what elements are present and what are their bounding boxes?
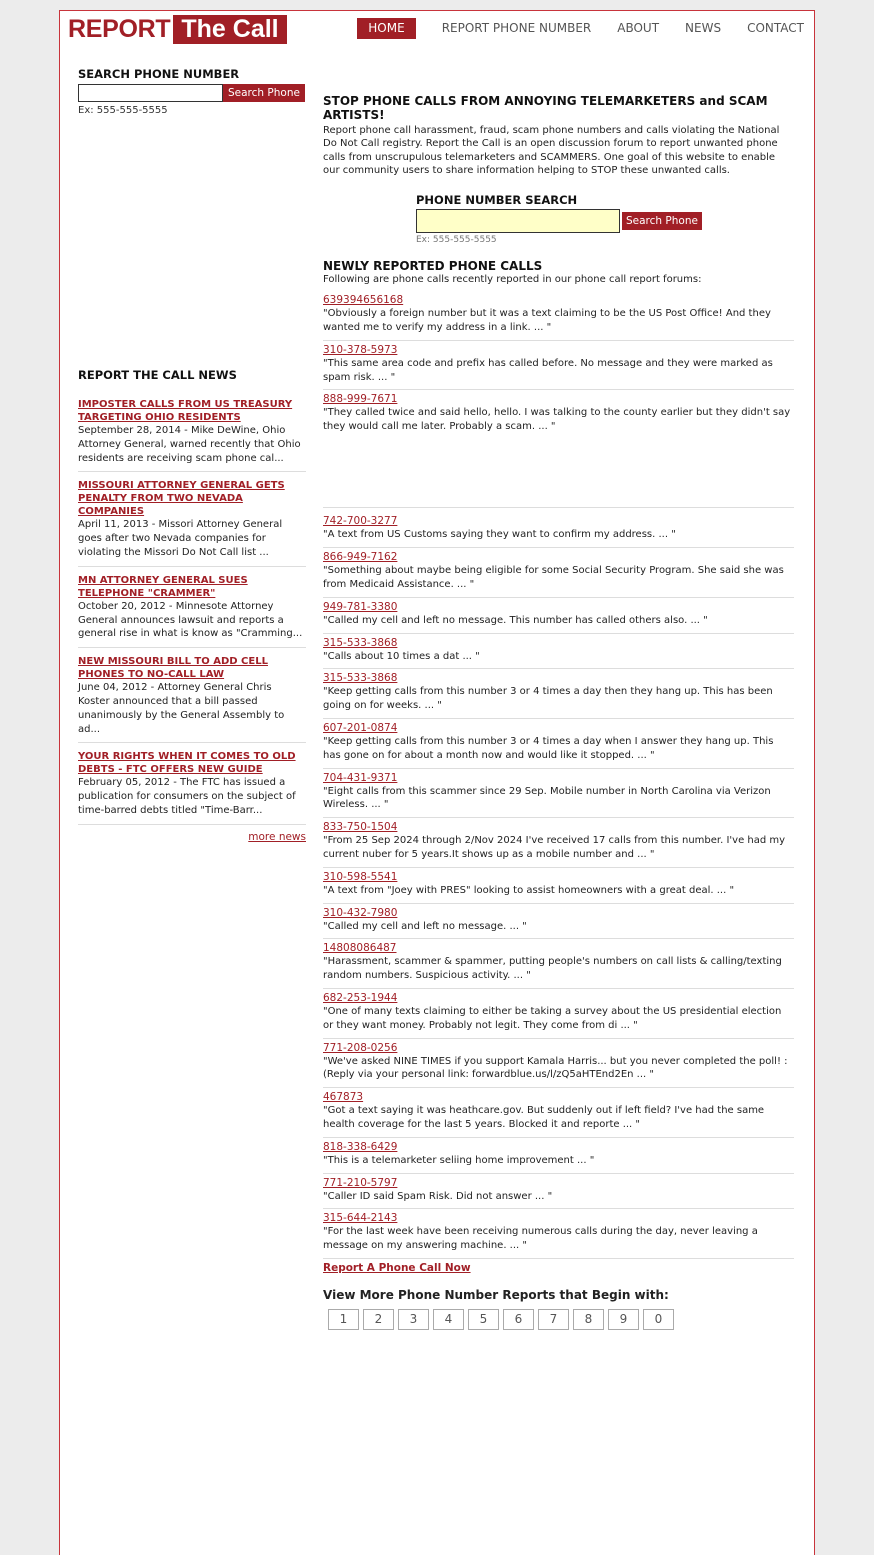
main-headline: STOP PHONE CALLS FROM ANNOYING TELEMARKETERS and SCAM ARTISTS! <box>323 94 768 122</box>
sidebar-search <box>78 67 306 116</box>
call-item <box>323 904 794 940</box>
news-section-title: REPORT THE CALL NEWS <box>78 368 237 382</box>
call-number-link[interactable]: 833-750-1504 <box>323 821 398 834</box>
call-number-link[interactable]: 949-781-3380 <box>323 600 398 613</box>
news-excerpt: April 11, 2013 - Missori Attorney General goes after two Nevada companies for violating the Missori Do Not Call list ... <box>78 519 283 558</box>
call-number-link[interactable]: 771-210-5797 <box>323 1176 398 1189</box>
call-item <box>323 868 794 904</box>
logo-text-report: REPORT <box>68 15 171 43</box>
sidebar-search-button[interactable]: Search Phone <box>223 84 305 102</box>
call-excerpt: "We've asked NINE TIMES if you support Kamala Harris... but you never completed the poll! :(Reply via your personal link: forwardblue.us/l/zQ5aHTEnd2En ... " <box>323 1055 788 1081</box>
digit-button-9[interactable]: 9 <box>608 1309 639 1330</box>
call-item <box>323 598 794 634</box>
digit-button-0[interactable]: 0 <box>643 1309 674 1330</box>
site-logo[interactable] <box>68 15 287 44</box>
call-item <box>323 818 794 868</box>
call-excerpt: "Called my cell and left no message. This number has called others also. ... " <box>323 614 708 626</box>
news-link[interactable]: MISSOURI ATTORNEY GENERAL GETS PENALTY FROM TWO NEVADA COMPANIES <box>78 480 285 518</box>
main-search-title: PHONE NUMBER SEARCH <box>416 193 578 208</box>
nav-home[interactable]: HOME <box>357 18 415 39</box>
main-search-input[interactable] <box>416 209 620 233</box>
newly-reported-subtitle: Following are phone calls recently reported in our phone call report forums: <box>323 274 702 286</box>
digit-button-6[interactable]: 6 <box>503 1309 534 1330</box>
call-item <box>323 1174 794 1210</box>
call-excerpt: "They called twice and said hello, hello. I was talking to the county earlier but they didn't say they would call me later. Probably a scam. ... " <box>323 407 791 433</box>
nav-contact[interactable]: CONTACT <box>747 21 804 35</box>
call-item <box>323 1138 794 1174</box>
nav-about[interactable]: ABOUT <box>617 21 660 35</box>
call-excerpt: "Called my cell and left no message. ... " <box>323 920 527 932</box>
more-news-link[interactable]: more news <box>248 830 306 843</box>
digit-button-3[interactable]: 3 <box>398 1309 429 1330</box>
call-item <box>323 390 794 508</box>
sidebar-search-input[interactable] <box>78 84 223 102</box>
call-item <box>323 669 794 719</box>
news-item <box>78 574 306 648</box>
call-number-link[interactable]: 310-598-5541 <box>323 870 398 883</box>
call-excerpt: "A text from US Customs saying they want to confirm my address. ... " <box>323 529 676 541</box>
call-item <box>323 769 794 819</box>
call-item <box>323 719 794 769</box>
call-item <box>323 1209 794 1259</box>
intro-text: Report phone call harassment, fraud, scam phone numbers and calls violating the National Do Not Call registry. Report the Call is an open discussion forum to report unwanted phone calls from unscrupulous telemarketers and SCAMMERS. One goal of this website to enable our community users to share information helping to STOP these unwanted calls. <box>323 125 780 176</box>
call-number-link[interactable]: 310-432-7980 <box>323 906 398 919</box>
call-number-link[interactable]: 888-999-7671 <box>323 393 398 406</box>
news-list <box>78 398 306 843</box>
call-number-link[interactable]: 467873 <box>323 1091 364 1104</box>
main-nav <box>357 18 804 39</box>
news-excerpt: February 05, 2012 - The FTC has issued a publication for consumers on the subject of time-barred debts titled "Time-Barr... <box>78 777 296 816</box>
digit-button-4[interactable]: 4 <box>433 1309 464 1330</box>
news-excerpt: June 04, 2012 - Attorney General Chris Koster announced that a bill passed unanimously by the General Assembly to ad... <box>78 682 285 735</box>
report-call-now-link[interactable]: Report A Phone Call Now <box>323 1261 471 1274</box>
call-number-link[interactable]: 607-201-0874 <box>323 721 398 734</box>
news-item <box>78 655 306 743</box>
call-item <box>323 341 794 391</box>
call-excerpt: "Harassment, scammer & spammer, putting people's numbers on call lists & calling/texting random numbers. Suspicious activity. ... " <box>323 956 782 982</box>
nav-news[interactable]: NEWS <box>685 21 722 35</box>
digit-button-2[interactable]: 2 <box>363 1309 394 1330</box>
call-number-link[interactable]: 866-949-7162 <box>323 551 398 564</box>
news-excerpt: September 28, 2014 - Mike DeWine, Ohio Attorney General, warned recently that Ohio residents are receiving scam phone cal... <box>78 425 301 464</box>
sidebar-search-hint: Ex: 555-555-5555 <box>78 105 168 116</box>
digit-button-7[interactable]: 7 <box>538 1309 569 1330</box>
call-number-link[interactable]: 310-378-5973 <box>323 343 398 356</box>
call-item <box>323 548 794 598</box>
main-search-hint: Ex: 555-555-5555 <box>416 235 497 246</box>
main-content <box>323 94 794 1330</box>
sidebar-search-title: SEARCH PHONE NUMBER <box>78 67 240 81</box>
call-item <box>323 508 794 548</box>
call-excerpt: "Keep getting calls from this number 3 or 4 times a day when I answer they hang up. This has gone on for about a month now and would like it stopped. ... " <box>323 735 774 761</box>
call-excerpt: "Caller ID said Spam Risk. Did not answer ... " <box>323 1190 553 1202</box>
call-list <box>323 291 794 1259</box>
call-excerpt: "One of many texts claiming to either be taking a survey about the US presidential election or they want money. Probably not legit. They come from di ... " <box>323 1005 782 1031</box>
news-excerpt: October 20, 2012 - Minnesote Attorney General announces lawsuit and reports a general rise in what is know as "Cramming... <box>78 600 303 640</box>
call-excerpt: "Keep getting calls from this number 3 or 4 times a day then they hang up. This has been going on for weeks. ... " <box>323 686 773 712</box>
call-number-link[interactable]: 704-431-9371 <box>323 771 398 784</box>
digit-button-5[interactable]: 5 <box>468 1309 499 1330</box>
call-number-link[interactable]: 639394656168 <box>323 294 404 307</box>
call-number-link[interactable]: 315-644-2143 <box>323 1212 398 1225</box>
call-excerpt: "For the last week have been receiving numerous calls during the day, never leaving a message on my answering machine. ... " <box>323 1226 758 1252</box>
call-number-link[interactable]: 14808086487 <box>323 942 397 955</box>
call-item <box>323 634 794 670</box>
news-link[interactable]: MN ATTORNEY GENERAL SUES TELEPHONE "CRAMMER" <box>78 574 248 599</box>
call-excerpt: "Obviously a foreign number but it was a text claiming to be the US Post Office! And they wanted me to verify my address in a link. ... " <box>323 308 771 333</box>
call-number-link[interactable]: 682-253-1944 <box>323 991 398 1004</box>
call-excerpt: "A text from "Joey with PRES" looking to assist homeowners with a great deal. ... " <box>323 884 735 896</box>
digit-button-8[interactable]: 8 <box>573 1309 604 1330</box>
news-item <box>78 750 306 824</box>
call-item <box>323 989 794 1039</box>
main-search-form <box>416 193 794 245</box>
call-number-link[interactable]: 315-533-3868 <box>323 636 398 649</box>
main-search-button[interactable]: Search Phone <box>622 212 702 230</box>
logo-text-the-call: The Call <box>173 15 286 44</box>
call-excerpt: "This same area code and prefix has called before. No message and they were marked as spam risk. ... " <box>323 357 773 383</box>
call-excerpt: "From 25 Sep 2024 through 2/Nov 2024 I've received 17 calls from this number. I've had my current nuber for 5 years.It shows up as a mobile number and ... " <box>323 835 786 860</box>
news-link[interactable]: NEW MISSOURI BILL TO ADD CELL PHONES TO NO-CALL LAW <box>78 656 268 681</box>
call-number-link[interactable]: 315-533-3868 <box>323 672 398 685</box>
call-excerpt: "Calls about 10 times a dat ... " <box>323 650 480 662</box>
call-item <box>323 1039 794 1089</box>
call-excerpt: "Got a text saying it was heathcare.gov. But suddenly out if left field? I've had the same health coverage for the last 5 years. Blocked it and reporte ... " <box>323 1105 765 1130</box>
view-more-title: View More Phone Number Reports that Begin with: <box>323 1287 669 1302</box>
call-number-link[interactable]: 742-700-3277 <box>323 515 398 528</box>
digit-pager <box>328 1309 794 1330</box>
digit-button-1[interactable]: 1 <box>328 1309 359 1330</box>
news-item <box>78 398 306 472</box>
call-number-link[interactable]: 818-338-6429 <box>323 1140 398 1153</box>
newly-reported-title: NEWLY REPORTED PHONE CALLS <box>323 259 543 274</box>
call-item <box>323 1088 794 1138</box>
call-excerpt: "This is a telemarketer seliing home improvement ... " <box>323 1154 595 1166</box>
nav-report-phone-number[interactable]: REPORT PHONE NUMBER <box>441 21 592 35</box>
page-container <box>59 10 815 1555</box>
call-excerpt: "Eight calls from this scammer since 29 Sep. Mobile number in North Carolina via Verizon Wireless. ... " <box>323 785 771 811</box>
call-item <box>323 939 794 989</box>
sidebar-search-form <box>78 84 306 102</box>
news-link[interactable]: YOUR RIGHTS WHEN IT COMES TO OLD DEBTS - FTC OFFERS NEW GUIDE <box>78 751 296 776</box>
call-number-link[interactable]: 771-208-0256 <box>323 1041 398 1054</box>
call-excerpt: "Something about maybe being eligible for some Social Security Program. She said she was from Medicaid Assistance. ... " <box>323 565 784 590</box>
call-item <box>323 291 794 341</box>
news-link[interactable]: IMPOSTER CALLS FROM US TREASURY TARGETING OHIO RESIDENTS <box>78 399 293 423</box>
news-item <box>78 479 306 566</box>
